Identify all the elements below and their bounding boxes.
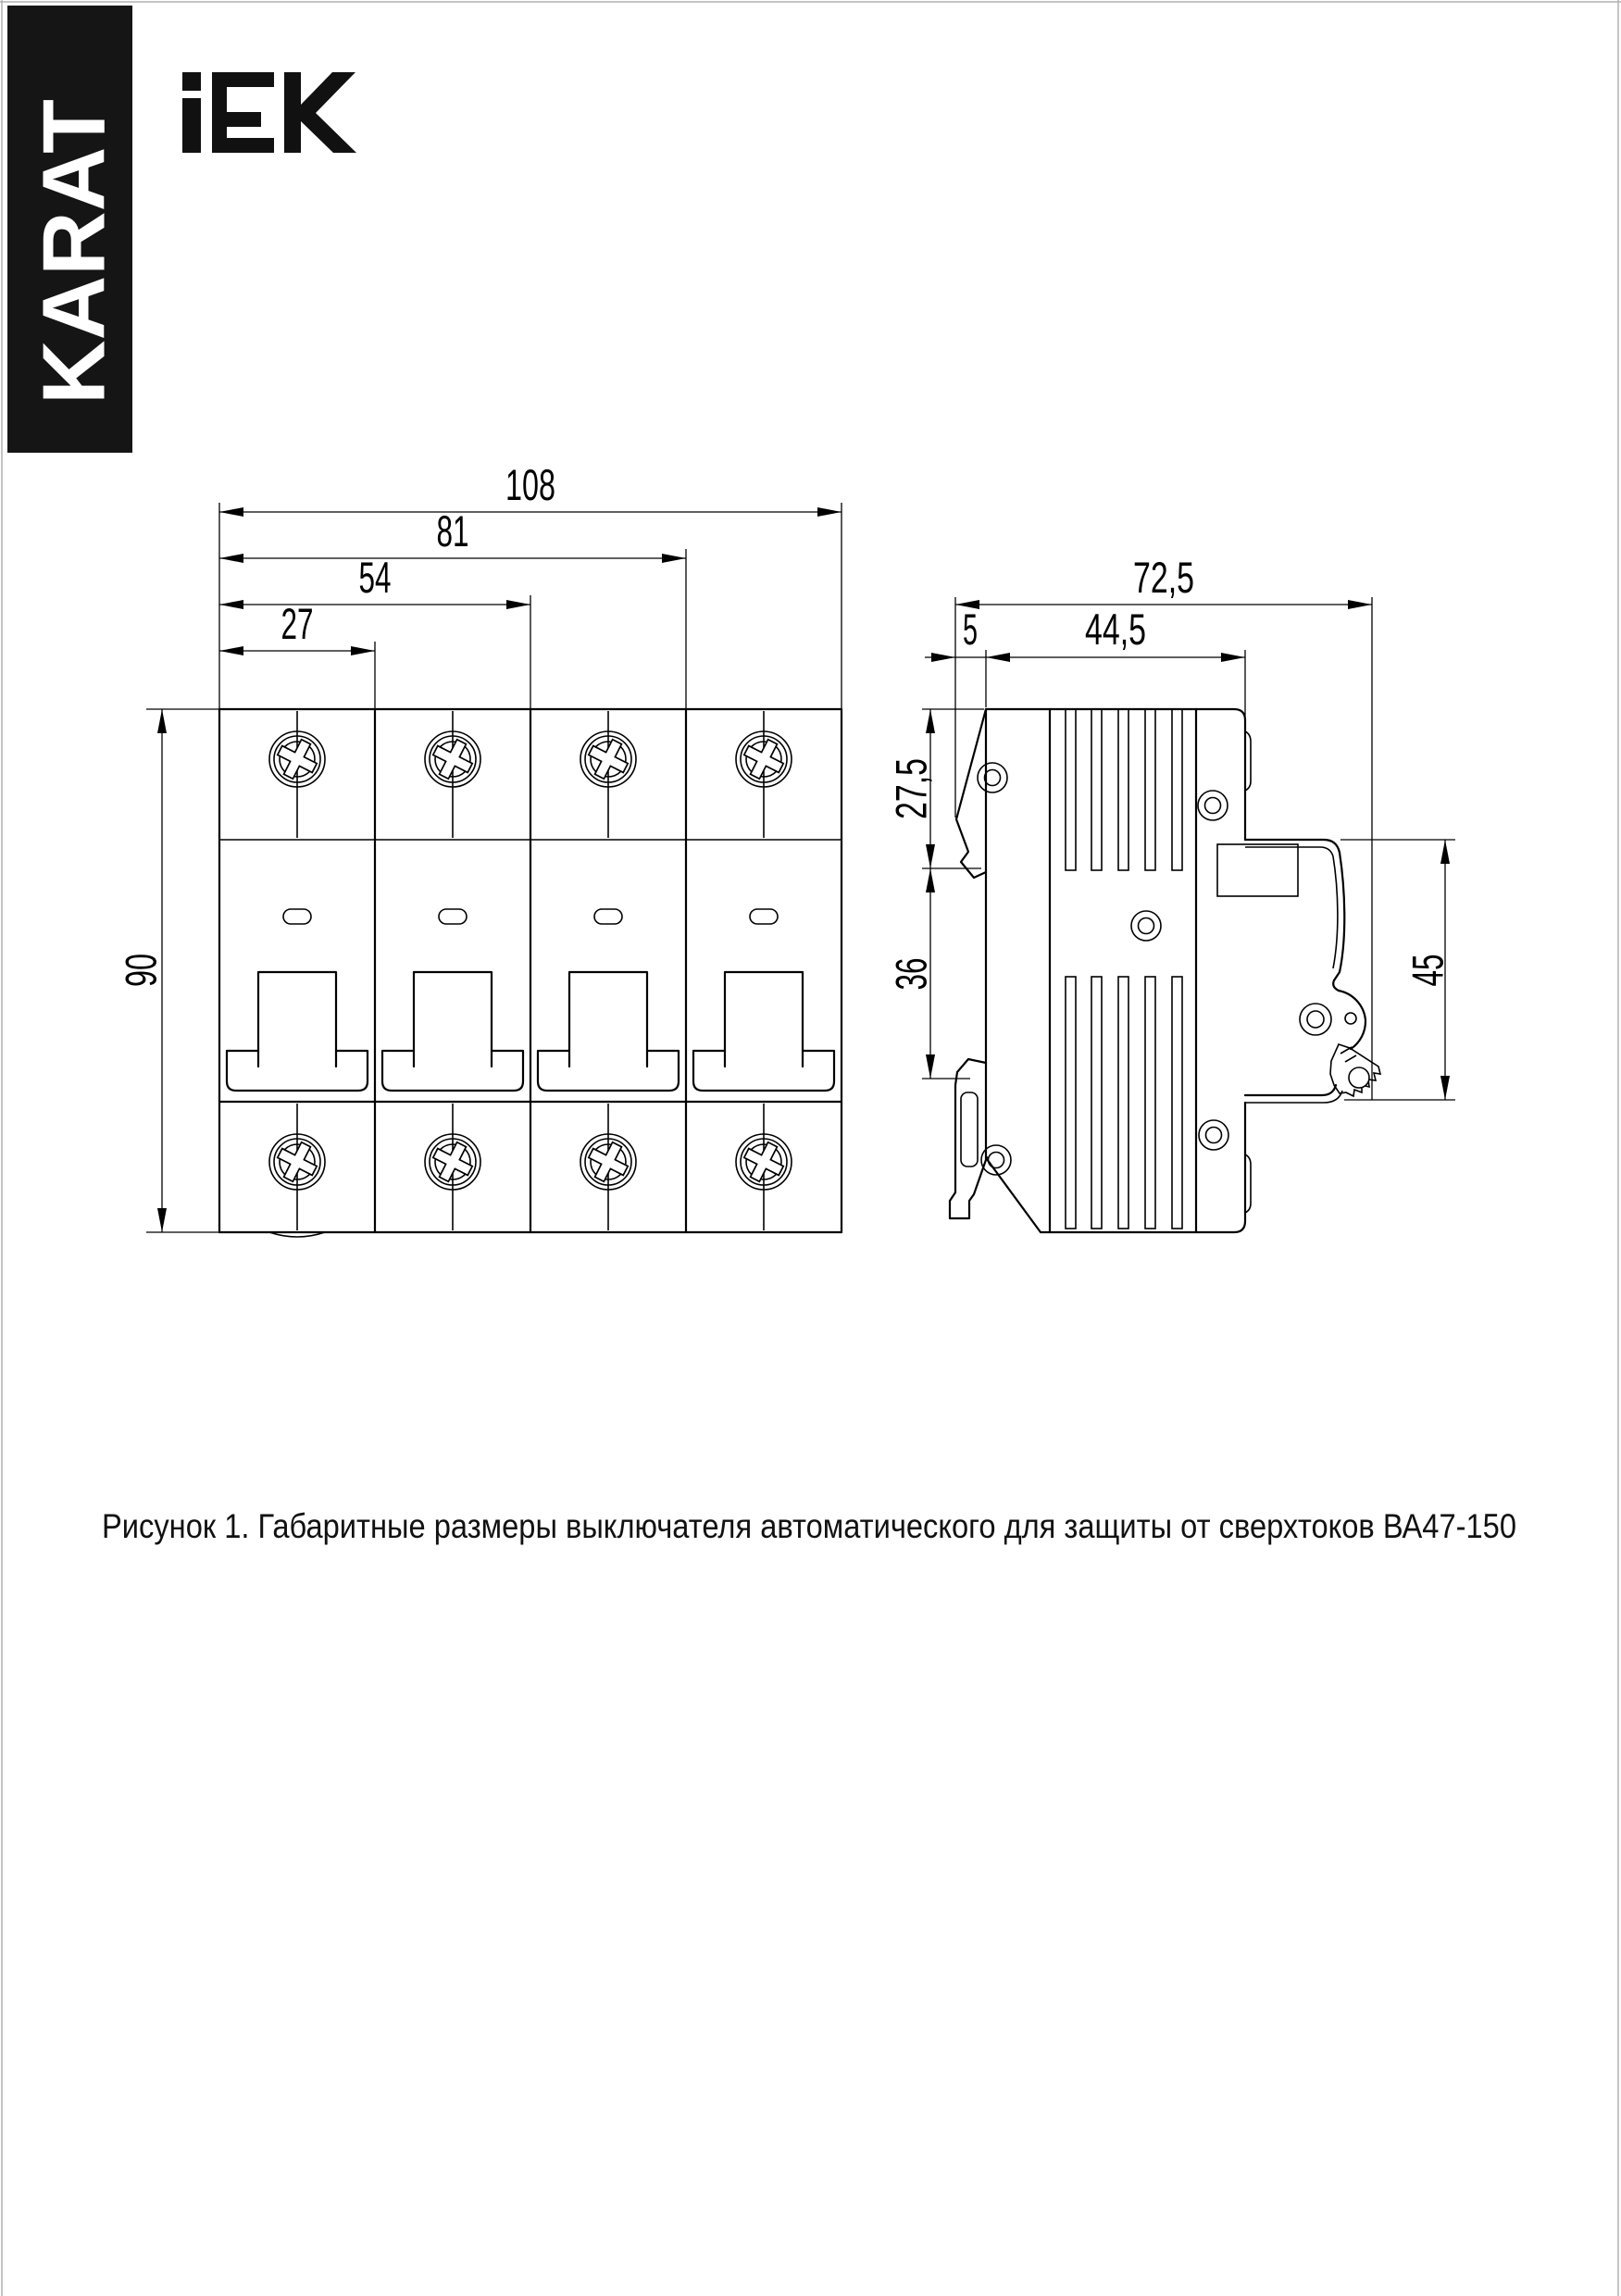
- karat-vertical-label: KARAT: [24, 100, 124, 405]
- figure-caption: Рисунок 1. Габаритные размеры выключателя автоматического для защиты от сверхтоков ВА47-150: [102, 1507, 1516, 1545]
- dim-side-rail-width: 36: [886, 942, 936, 991]
- side-view-body: [950, 709, 1380, 1232]
- toggle-handle-tip: [1330, 1044, 1380, 1096]
- dim-front-width-81: 81: [436, 506, 469, 555]
- dim-side-front-depth: 44,5: [1085, 605, 1146, 654]
- ventilation-slots: [1066, 709, 1182, 1229]
- front-view-body: [219, 709, 842, 1237]
- side-view-dimensions: [887, 553, 1456, 1100]
- dim-side-top-to-rail: 27,5: [886, 734, 936, 819]
- dim-side-total-depth: 72,5: [1133, 553, 1194, 602]
- side-view: [887, 553, 1456, 1232]
- front-view: [117, 460, 842, 1237]
- dim-front-total-width: 108: [505, 460, 555, 509]
- dim-side-rail-offset: 5: [963, 605, 978, 654]
- front-view-dimensions: [117, 460, 842, 1232]
- dim-front-height: 90: [116, 938, 166, 987]
- dim-front-width-54: 54: [358, 553, 392, 602]
- dim-front-width-27: 27: [281, 599, 314, 648]
- iek-logo: [182, 72, 356, 153]
- karat-brand-box: [7, 6, 132, 453]
- dim-side-front-height: 45: [1403, 938, 1453, 987]
